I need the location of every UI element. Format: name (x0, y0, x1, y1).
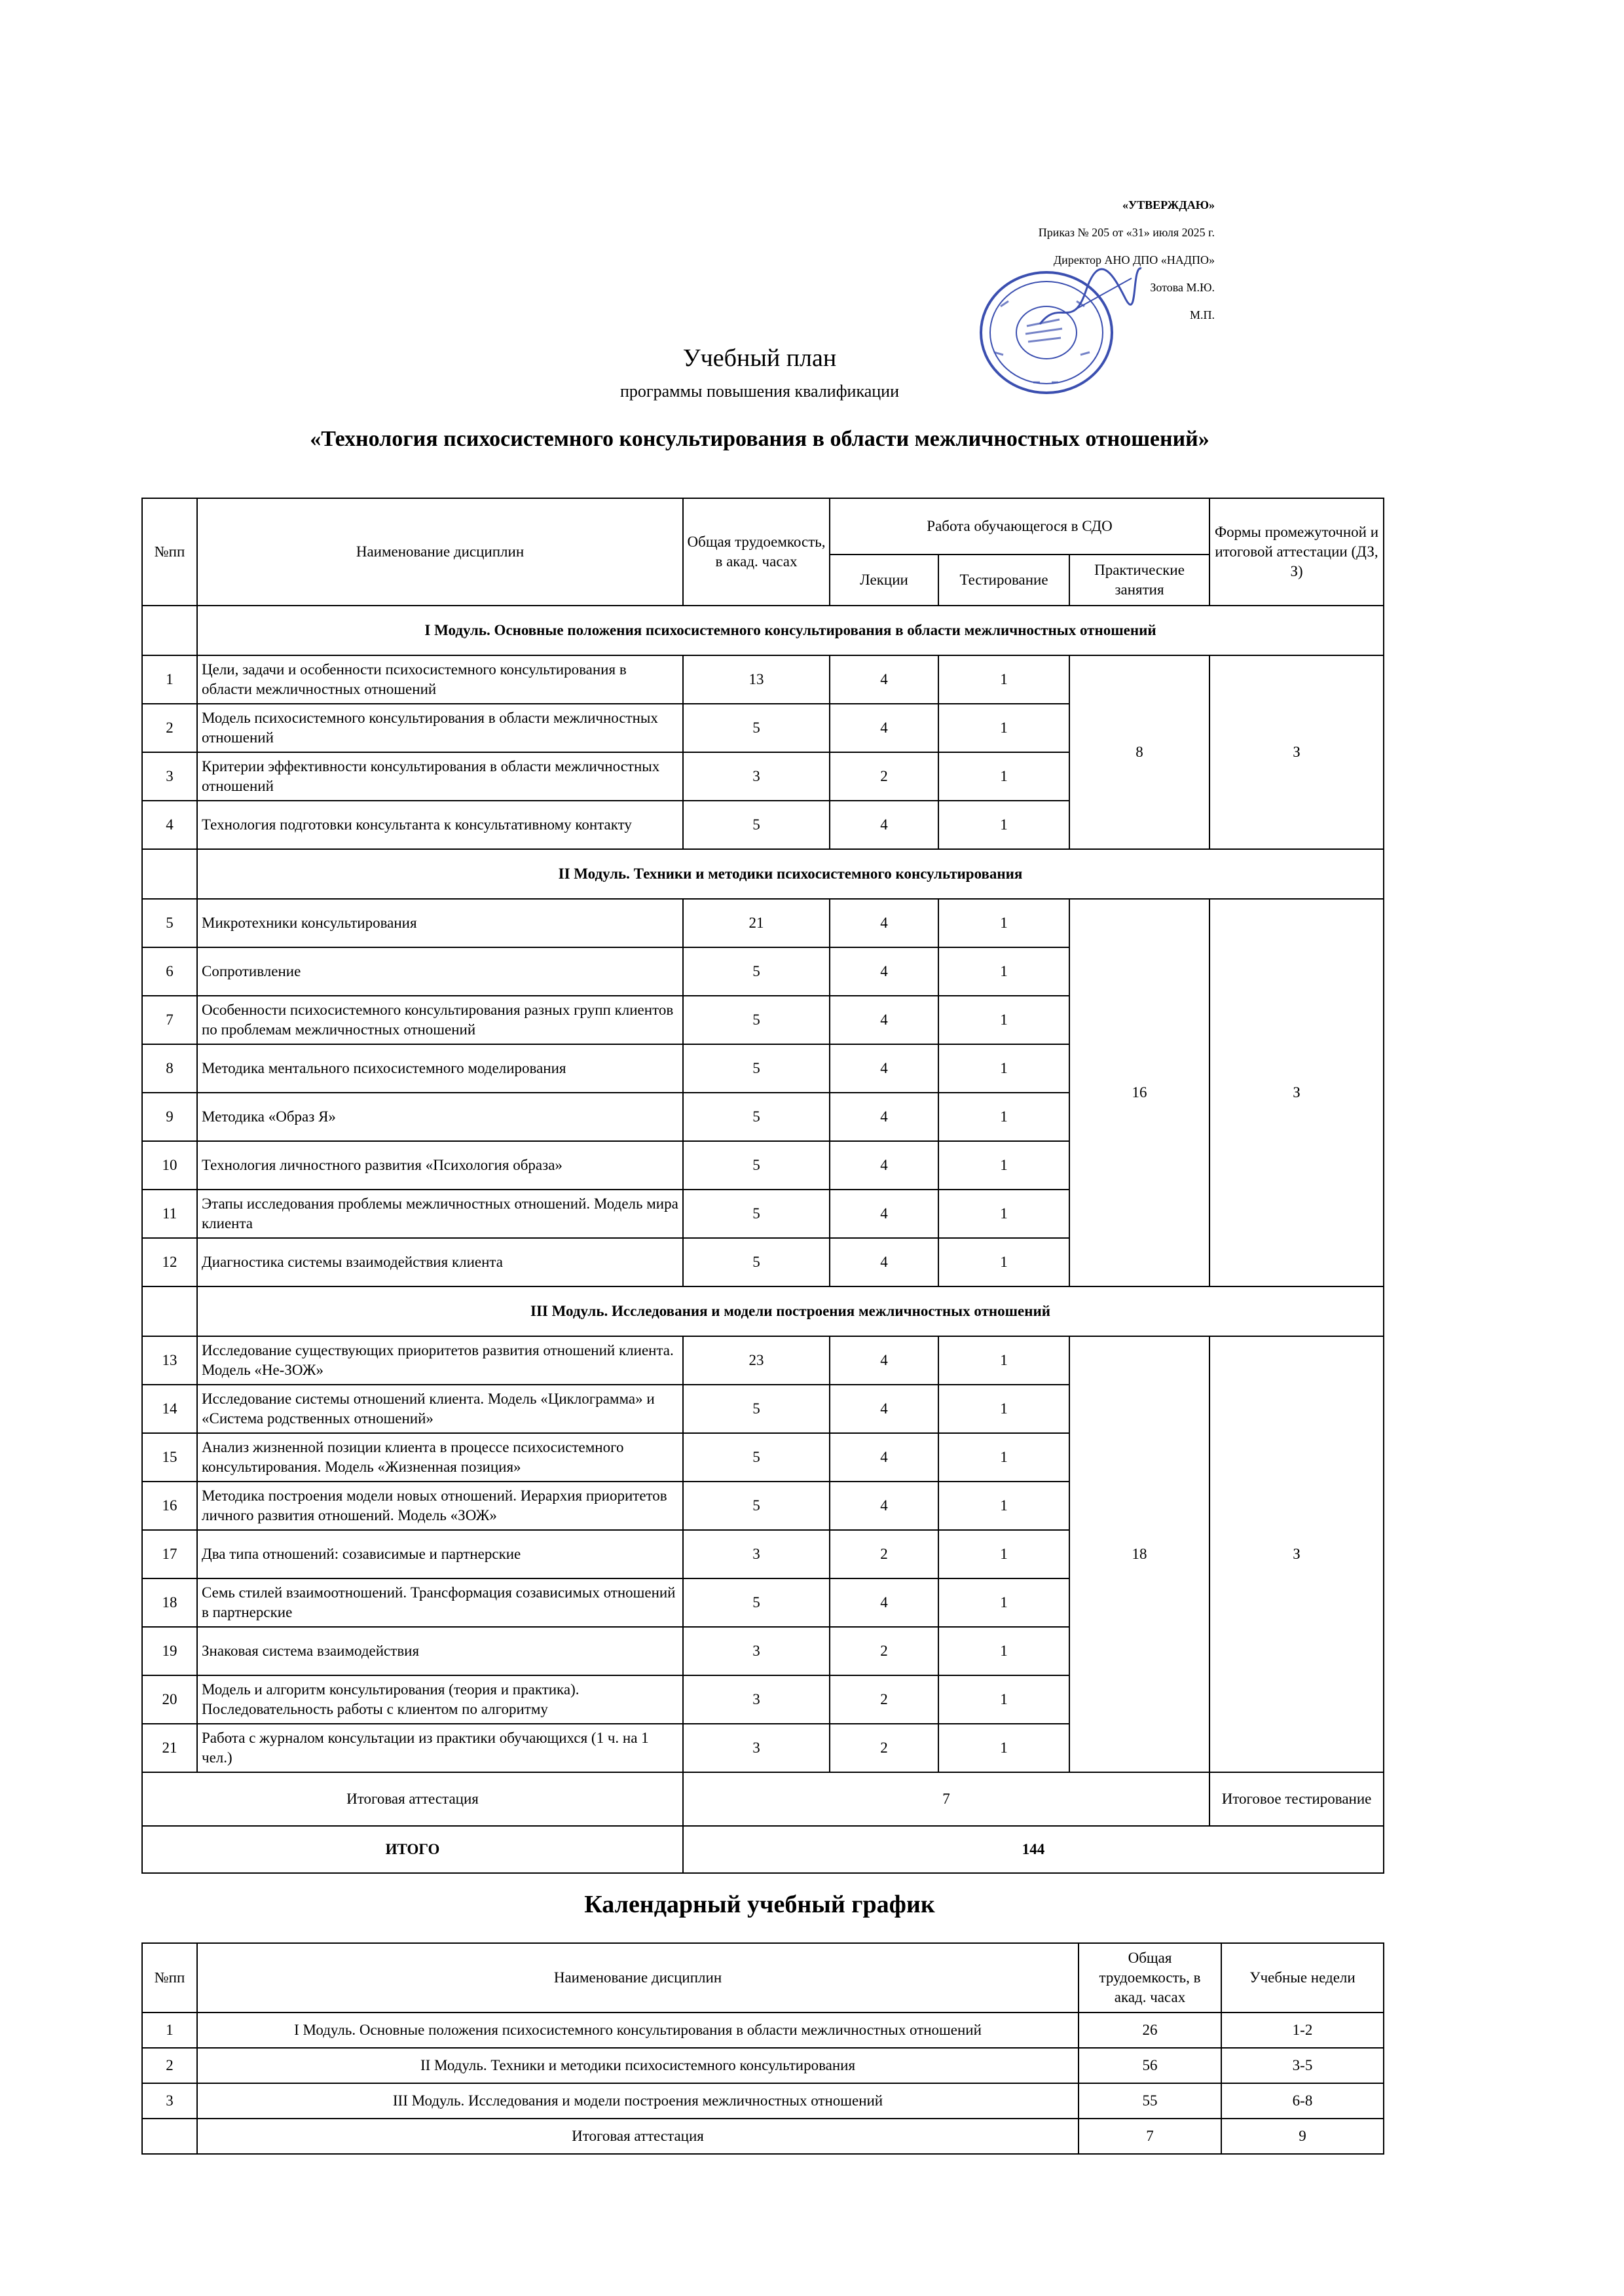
program-title: «Технология психосистемного консультирования в области межличностных отношений» (310, 427, 1209, 451)
total-hours: 5 (683, 1044, 830, 1093)
test-hours: 1 (938, 1627, 1069, 1675)
discipline-name: Методика ментального психосистемного моделирования (197, 1044, 683, 1093)
total-hours: 5 (683, 1238, 830, 1286)
total-hours: 21 (683, 899, 830, 947)
test-hours: 1 (938, 1044, 1069, 1093)
lecture-hours: 4 (830, 1433, 938, 1482)
final-hours: 7 (683, 1772, 1209, 1826)
schedule-table (141, 1942, 1384, 2155)
total-hours: 13 (683, 655, 830, 704)
lecture-hours: 2 (830, 1530, 938, 1578)
plan-row (142, 1336, 1384, 1385)
discipline-name: Технология подготовки консультанта к консультативному контакту (197, 801, 683, 849)
sched-name: III Модуль. Исследования и модели построения межличностных отношений (197, 2083, 1079, 2119)
total-hours-value: 144 (683, 1826, 1384, 1873)
row-num: 6 (142, 947, 197, 996)
discipline-name: Диагностика системы взаимодействия клиента (197, 1238, 683, 1286)
discipline-name: Семь стилей взаимоотношений. Трансформация созависимых отношений в партнерские (197, 1578, 683, 1627)
sched-name: Итоговая аттестация (197, 2119, 1079, 2154)
schedule-title: Календарный учебный график (584, 1891, 935, 1918)
row-num: 5 (142, 899, 197, 947)
lecture-hours: 4 (830, 1190, 938, 1238)
row-num: 20 (142, 1675, 197, 1724)
lecture-hours: 2 (830, 1627, 938, 1675)
row-num: 1 (142, 655, 197, 704)
total-row (142, 1826, 1384, 1873)
row-num: 15 (142, 1433, 197, 1482)
lecture-hours: 4 (830, 1482, 938, 1530)
sched-col-num-header: №пп (142, 1943, 197, 2013)
discipline-name: Знаковая система взаимодействия (197, 1627, 683, 1675)
col-lectures-header: Лекции (830, 555, 938, 606)
discipline-name: Особенности психосистемного консультирования разных групп клиентов по проблемам межличностных отношений (197, 996, 683, 1044)
test-hours: 1 (938, 1141, 1069, 1190)
lecture-hours: 4 (830, 947, 938, 996)
test-hours: 1 (938, 752, 1069, 801)
sched-hours: 55 (1079, 2083, 1221, 2119)
discipline-name: Исследование системы отношений клиента. Модель «Циклограмма» и «Система родственных отношений» (197, 1385, 683, 1433)
col-hours-header: Общая трудоемкость, в акад. часах (683, 498, 830, 606)
schedule-row (142, 2083, 1384, 2119)
test-hours: 1 (938, 1190, 1069, 1238)
practice-hours: 8 (1069, 655, 1209, 849)
plan-row (142, 655, 1384, 704)
lecture-hours: 2 (830, 1675, 938, 1724)
discipline-name: Методика построения модели новых отношений. Иерархия приоритетов личного развития отношений. Модель «ЗОЖ» (197, 1482, 683, 1530)
discipline-name: Методика «Образ Я» (197, 1093, 683, 1141)
row-num: 16 (142, 1482, 197, 1530)
assessment-form: З (1209, 655, 1384, 849)
row-num: 19 (142, 1627, 197, 1675)
col-forms-header: Формы промежуточной и итоговой аттестации (ДЗ, З) (1209, 498, 1384, 606)
sched-num: 1 (142, 2013, 197, 2048)
module-title: III Модуль. Исследования и модели построения межличностных отношений (197, 1286, 1384, 1336)
sched-weeks: 1-2 (1221, 2013, 1384, 2048)
row-num: 2 (142, 704, 197, 752)
schedule-row (142, 2048, 1384, 2083)
sched-col-name-header: Наименование дисциплин (197, 1943, 1079, 2013)
sched-num: 2 (142, 2048, 197, 2083)
sched-hours: 7 (1079, 2119, 1221, 2154)
sched-name: I Модуль. Основные положения психосистемного консультирования в области межличностных отношений (197, 2013, 1079, 2048)
total-hours: 5 (683, 1482, 830, 1530)
total-label: ИТОГО (142, 1826, 683, 1873)
schedule-row (142, 2119, 1384, 2154)
sched-hours: 56 (1079, 2048, 1221, 2083)
practice-hours: 18 (1069, 1336, 1209, 1772)
discipline-name: Этапы исследования проблемы межличностных отношений. Модель мира клиента (197, 1190, 683, 1238)
total-hours: 5 (683, 947, 830, 996)
test-hours: 1 (938, 704, 1069, 752)
total-hours: 5 (683, 1433, 830, 1482)
discipline-name: Микротехники консультирования (197, 899, 683, 947)
total-hours: 3 (683, 1675, 830, 1724)
plan-row (142, 899, 1384, 947)
discipline-name: Работа с журналом консультации из практики обучающихся (1 ч. на 1 чел.) (197, 1724, 683, 1772)
lecture-hours: 4 (830, 1238, 938, 1286)
test-hours: 1 (938, 1093, 1069, 1141)
sched-num (142, 2119, 197, 2154)
total-hours: 5 (683, 801, 830, 849)
col-practice-header: Практические занятия (1069, 555, 1209, 606)
discipline-name: Критерии эффективности консультирования в области межличностных отношений (197, 752, 683, 801)
schedule-header-row (142, 1943, 1384, 2013)
test-hours: 1 (938, 899, 1069, 947)
row-num: 17 (142, 1530, 197, 1578)
test-hours: 1 (938, 1385, 1069, 1433)
test-hours: 1 (938, 996, 1069, 1044)
schedule-row (142, 2013, 1384, 2048)
test-hours: 1 (938, 801, 1069, 849)
col-tests-header: Тестирование (938, 555, 1069, 606)
discipline-name: Модель психосистемного консультирования в области межличностных отношений (197, 704, 683, 752)
lecture-hours: 4 (830, 801, 938, 849)
sched-hours: 26 (1079, 2013, 1221, 2048)
row-num: 4 (142, 801, 197, 849)
study-plan-table (141, 498, 1384, 1874)
module-title: II Модуль. Техники и методики психосистемного консультирования (197, 849, 1384, 899)
total-hours: 5 (683, 1385, 830, 1433)
test-hours: 1 (938, 1578, 1069, 1627)
row-num: 3 (142, 752, 197, 801)
total-hours: 3 (683, 752, 830, 801)
module-row (142, 606, 1384, 655)
row-num: 10 (142, 1141, 197, 1190)
lecture-hours: 4 (830, 1141, 938, 1190)
test-hours: 1 (938, 1675, 1069, 1724)
module-num-cell (142, 1286, 197, 1336)
total-hours: 3 (683, 1627, 830, 1675)
test-hours: 1 (938, 947, 1069, 996)
total-hours: 23 (683, 1336, 830, 1385)
row-num: 7 (142, 996, 197, 1044)
approval-stamp-place: М.П. (1189, 308, 1215, 321)
test-hours: 1 (938, 1336, 1069, 1385)
discipline-name: Два типа отношений: созависимые и партнерские (197, 1530, 683, 1578)
lecture-hours: 4 (830, 704, 938, 752)
col-name-header: Наименование дисциплин (197, 498, 683, 606)
discipline-name: Сопротивление (197, 947, 683, 996)
sched-weeks: 6-8 (1221, 2083, 1384, 2119)
approval-head: «УТВЕРЖДАЮ» (1122, 198, 1215, 211)
sched-num: 3 (142, 2083, 197, 2119)
row-num: 18 (142, 1578, 197, 1627)
test-hours: 1 (938, 1238, 1069, 1286)
page-title: Учебный план (682, 344, 837, 372)
approval-name: Зотова М.Ю. (1150, 281, 1215, 294)
total-hours: 5 (683, 1190, 830, 1238)
total-hours: 5 (683, 1141, 830, 1190)
lecture-hours: 4 (830, 655, 938, 704)
module-row (142, 849, 1384, 899)
row-num: 21 (142, 1724, 197, 1772)
row-num: 9 (142, 1093, 197, 1141)
practice-hours: 16 (1069, 899, 1209, 1286)
page-subtitle: программы повышения квалификации (619, 382, 899, 401)
row-num: 14 (142, 1385, 197, 1433)
lecture-hours: 4 (830, 899, 938, 947)
approval-director: Директор АНО ДПО «НАДПО» (1053, 253, 1215, 266)
discipline-name: Технология личностного развития «Психология образа» (197, 1141, 683, 1190)
total-hours: 3 (683, 1530, 830, 1578)
lecture-hours: 4 (830, 1385, 938, 1433)
row-num: 11 (142, 1190, 197, 1238)
test-hours: 1 (938, 655, 1069, 704)
lecture-hours: 2 (830, 1724, 938, 1772)
total-hours: 5 (683, 1093, 830, 1141)
discipline-name: Модель и алгоритм консультирования (теория и практика). Последовательность работы с клиентом по алгоритму (197, 1675, 683, 1724)
total-hours: 3 (683, 1724, 830, 1772)
test-hours: 1 (938, 1724, 1069, 1772)
test-hours: 1 (938, 1530, 1069, 1578)
lecture-hours: 4 (830, 1578, 938, 1627)
approval-order: Приказ № 205 от «31» июля 2025 г. (1038, 226, 1215, 239)
row-num: 13 (142, 1336, 197, 1385)
discipline-name: Цели, задачи и особенности психосистемного консультирования в области межличностных отношений (197, 655, 683, 704)
row-num: 8 (142, 1044, 197, 1093)
lecture-hours: 2 (830, 752, 938, 801)
signature-icon (1033, 259, 1145, 337)
total-hours: 5 (683, 996, 830, 1044)
lecture-hours: 4 (830, 1093, 938, 1141)
lecture-hours: 4 (830, 996, 938, 1044)
final-assessment-row (142, 1772, 1384, 1826)
sched-col-hours-header: Общая трудоемкость, в акад. часах (1079, 1943, 1221, 2013)
total-hours: 5 (683, 704, 830, 752)
sched-col-weeks-header: Учебные недели (1221, 1943, 1384, 2013)
assessment-form: З (1209, 899, 1384, 1286)
total-hours: 5 (683, 1578, 830, 1627)
col-work-header: Работа обучающегося в СДО (830, 498, 1209, 555)
module-num-cell (142, 606, 197, 655)
sched-weeks: 9 (1221, 2119, 1384, 2154)
lecture-hours: 4 (830, 1044, 938, 1093)
discipline-name: Анализ жизненной позиции клиента в процессе психосистемного консультирования. Модель «Жизненная позиция» (197, 1433, 683, 1482)
final-label: Итоговая аттестация (142, 1772, 683, 1826)
lecture-hours: 4 (830, 1336, 938, 1385)
final-form: Итоговое тестирование (1209, 1772, 1384, 1826)
col-num-header: №пп (142, 498, 197, 606)
module-num-cell (142, 849, 197, 899)
row-num: 12 (142, 1238, 197, 1286)
sched-name: II Модуль. Техники и методики психосистемного консультирования (197, 2048, 1079, 2083)
test-hours: 1 (938, 1433, 1069, 1482)
discipline-name: Исследование существующих приоритетов развития отношений клиента. Модель «Не-ЗОЖ» (197, 1336, 683, 1385)
assessment-form: З (1209, 1336, 1384, 1772)
sched-weeks: 3-5 (1221, 2048, 1384, 2083)
module-title: I Модуль. Основные положения психосистемного консультирования в области межличностных отношений (197, 606, 1384, 655)
plan-header-row (142, 498, 1384, 555)
module-row (142, 1286, 1384, 1336)
test-hours: 1 (938, 1482, 1069, 1530)
